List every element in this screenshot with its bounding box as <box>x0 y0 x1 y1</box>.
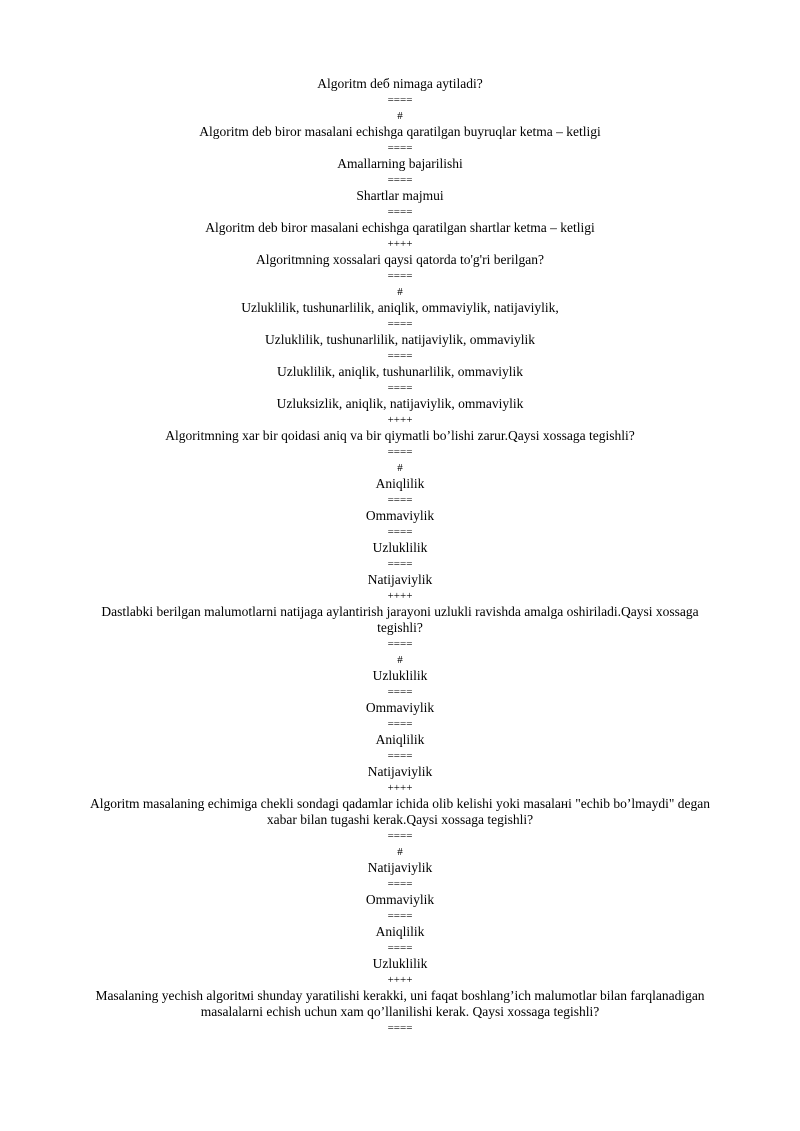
question-text: Algoritm masalaning echimiga chekli sondagi qadamlar ichida olib kelishi yoki masalaнi "echib bo’lmaydi" degan xabar bilan tugashi kerak.Qaysi xossaga tegishli? <box>90 796 714 827</box>
option-separator: ==== <box>387 750 413 762</box>
document-page <box>0 76 800 1036</box>
option-separator: ==== <box>387 382 413 394</box>
option-separator: ==== <box>387 1022 413 1034</box>
option-separator: ==== <box>387 94 413 106</box>
correct-answer-marker: # <box>397 462 403 474</box>
question-end-separator: ++++ <box>387 974 413 986</box>
answer-option: Uzluksizlik, aniqlik, natijaviylik, ommaviylik <box>276 396 524 411</box>
answer-option: Algoritm deb biror masalani echishga qaratilgan buyruqlar ketma – ketligi <box>199 124 601 139</box>
answer-option: Aniqlilik <box>375 924 425 939</box>
question-end-separator: ++++ <box>387 238 413 250</box>
option-separator: ==== <box>387 910 413 922</box>
question-text: Dastlabki berilgan malumotlarni natijaga aylantirish jarayoni uzlukli ravishda amalga oshiriladi.Qaysi xossaga tegishli? <box>101 604 702 635</box>
correct-answer-marker: # <box>397 846 403 858</box>
answer-option: Uzluklilik, tushunarlilik, aniqlik, ommaviylik, natijaviylik, <box>241 300 559 315</box>
answer-option: Ommaviylik <box>365 700 435 715</box>
option-separator: ==== <box>387 718 413 730</box>
answer-option: Natijaviylik <box>367 764 433 779</box>
option-separator: ==== <box>387 830 413 842</box>
option-separator: ==== <box>387 638 413 650</box>
answer-option: Uzluklilik <box>372 956 428 971</box>
question-text: Algoritmning xar bir qoidasi aniq va bir qiymatli bo’lishi zarur.Qaysi xossaga tegishli? <box>165 428 635 443</box>
answer-option: Aniqlilik <box>375 476 425 491</box>
answer-option: Amallarning bajarilishi <box>337 156 463 171</box>
option-separator: ==== <box>387 206 413 218</box>
option-separator: ==== <box>387 558 413 570</box>
option-separator: ==== <box>387 350 413 362</box>
answer-option: Uzluklilik, aniqlik, tushunarlilik, ommaviylik <box>277 364 523 379</box>
answer-option: Natijaviylik <box>367 860 433 875</box>
answer-option: Uzluklilik <box>372 540 428 555</box>
question-end-separator: ++++ <box>387 590 413 602</box>
option-separator: ==== <box>387 318 413 330</box>
question-text: Algoritm deб nimaga aytiladi? <box>317 76 483 91</box>
correct-answer-marker: # <box>397 110 403 122</box>
option-separator: ==== <box>387 526 413 538</box>
answer-option: Natijaviylik <box>367 572 433 587</box>
answer-option: Uzluklilik, tushunarlilik, natijaviylik, ommaviylik <box>265 332 535 347</box>
option-separator: ==== <box>387 942 413 954</box>
question-text: Algoritmning xossalari qaysi qatorda to'g'ri berilgan? <box>256 252 544 267</box>
question-end-separator: ++++ <box>387 782 413 794</box>
answer-option: Aniqlilik <box>375 732 425 747</box>
question-end-separator: ++++ <box>387 414 413 426</box>
answer-option: Uzluklilik <box>372 668 428 683</box>
answer-option: Shartlar majmui <box>356 188 444 203</box>
answer-option: Ommaviylik <box>365 892 435 907</box>
option-separator: ==== <box>387 142 413 154</box>
answer-option: Ommaviylik <box>365 508 435 523</box>
option-separator: ==== <box>387 270 413 282</box>
correct-answer-marker: # <box>397 286 403 298</box>
answer-option: Algoritm deb biror masalani echishga qaratilgan shartlar ketma – ketligi <box>205 220 595 235</box>
option-separator: ==== <box>387 446 413 458</box>
option-separator: ==== <box>387 686 413 698</box>
correct-answer-marker: # <box>397 654 403 666</box>
option-separator: ==== <box>387 174 413 186</box>
option-separator: ==== <box>387 878 413 890</box>
option-separator: ==== <box>387 494 413 506</box>
question-text: Masalaning yechish algoritмi shunday yaratilishi kerakki, uni faqat boshlang’ich malumotlar bilan farqlanadigan masalalarni echish uchun xam qo’llanilishi kerak. Qaysi xossaga tegishli? <box>95 988 708 1019</box>
